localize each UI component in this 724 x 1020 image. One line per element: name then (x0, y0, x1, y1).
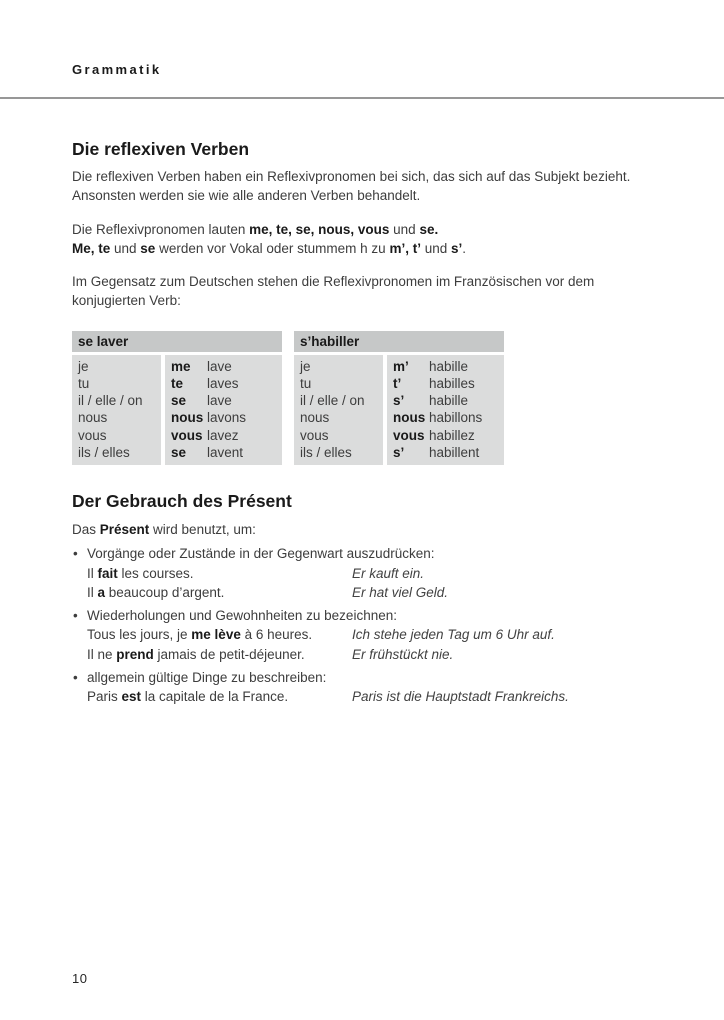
reflexive-pronoun: vous (171, 427, 203, 443)
table-row (393, 427, 504, 444)
conjugation-tables (72, 331, 654, 465)
reflexive-pronoun: vous (393, 427, 425, 443)
table-row (171, 444, 282, 461)
example-german-translation: Paris ist die Hauptstadt Frankreichs. (352, 689, 569, 705)
example-row (87, 625, 654, 644)
page-header-label: Grammatik (72, 62, 162, 77)
bullet-label: allgemein gültige Dinge zu beschreiben: (87, 670, 327, 686)
verb-form: lavent (207, 444, 244, 460)
table-row (393, 409, 504, 426)
reflexive-pronoun: m’ (393, 358, 409, 374)
table-cell: vous (78, 427, 107, 443)
table-row (393, 375, 504, 392)
verb-form: habillent (429, 444, 480, 460)
table-cell: tu (300, 375, 312, 391)
example-row (87, 564, 654, 583)
table-cell: tu (78, 375, 90, 391)
example-row (87, 687, 654, 706)
verb-form: lave (207, 358, 232, 374)
reflexive-pronoun: se (171, 444, 187, 460)
example-row (87, 583, 654, 602)
table-row (171, 427, 282, 444)
table-cell: vous (300, 427, 329, 443)
verb-form: lavons (207, 410, 247, 426)
subject-column (72, 355, 161, 465)
table-se-laver (72, 331, 282, 465)
bullet-icon: • (73, 670, 78, 686)
table-row (171, 358, 282, 375)
reflexive-pronoun: s’ (393, 444, 405, 460)
table-cell: nous (78, 410, 108, 426)
list-item (72, 606, 654, 664)
table-s-habiller (294, 331, 504, 465)
example-row (87, 645, 654, 664)
bullet-label: Wiederholungen und Gewohnheiten zu bezeichnen: (87, 608, 397, 624)
table-cell: il / elle / on (78, 393, 143, 409)
example-german-translation: Er frühstückt nie. (352, 646, 454, 662)
list-item (72, 544, 654, 602)
verb-form: habillons (429, 410, 483, 426)
example-german-translation: Ich stehe jeden Tag um 6 Uhr auf. (352, 627, 555, 643)
section-title-reflexive-verben: Die reflexiven Verben (72, 139, 250, 159)
bullet-label: Vorgänge oder Zustände in der Gegenwart auszudrücken: (87, 546, 435, 562)
reflexive-pronoun: s’ (393, 393, 405, 409)
reflexive-pronoun: te (171, 375, 184, 391)
table-cell: je (300, 358, 311, 374)
bullet-icon: • (73, 546, 78, 562)
list-item (72, 668, 654, 707)
table-cell: ils / elles (300, 444, 352, 460)
reflexive-pronoun: t’ (393, 375, 402, 391)
verb-form: lavez (207, 427, 239, 443)
example-german-translation: Er hat viel Geld. (352, 584, 449, 600)
example-french: Tous les jours, je me lève à 6 heures. (87, 627, 313, 643)
paragraph: Im Gegensatz zum Deutschen stehen die Reflexivpronomen im Französischen vor dem konjugierten Verb: (72, 274, 595, 309)
verb-form: lave (207, 393, 232, 409)
page-number: 10 (72, 971, 88, 986)
verb-form: habilles (429, 375, 475, 391)
table-row (171, 392, 282, 409)
example-french: Il ne prend jamais de petit-déjeuner. (87, 646, 305, 662)
section-title-gebrauch-present: Der Gebrauch des Présent (72, 491, 292, 511)
verb-form: laves (207, 375, 239, 391)
forms-column (387, 355, 504, 465)
table-cell: ils / elles (78, 444, 130, 460)
table-body (72, 355, 282, 465)
table-row (393, 358, 504, 375)
example-french: Il fait les courses. (87, 565, 194, 581)
table-row (171, 375, 282, 392)
table-row (393, 444, 504, 461)
table-body (294, 355, 504, 465)
bullet-icon: • (73, 608, 78, 624)
usage-intro: Das Présent wird benutzt, um: (72, 522, 256, 537)
table-cell: nous (300, 410, 330, 426)
forms-column (165, 355, 282, 465)
table-header: s’habiller (294, 331, 504, 352)
table-row (393, 392, 504, 409)
reflexive-pronoun: nous (171, 410, 204, 426)
example-german-translation: Er kauft ein. (352, 565, 425, 581)
header-rule (0, 97, 724, 99)
reflexive-pronoun: se (171, 393, 187, 409)
bullet-list (72, 544, 654, 706)
page-content (72, 139, 654, 711)
reflexive-pronoun: nous (393, 410, 426, 426)
verb-form: habille (429, 393, 469, 409)
paragraph: Die reflexiven Verben haben ein Reflexivpronomen bei sich, das sich auf das Subjekt bezieht. Ansonsten werden sie wie alle anderen Verben behandelt. (72, 169, 631, 204)
example-french: Paris est la capitale de la France. (87, 689, 289, 705)
table-cell: je (78, 358, 89, 374)
table-row (171, 409, 282, 426)
subject-column (294, 355, 383, 465)
table-cell: il / elle / on (300, 393, 365, 409)
reflexive-pronoun: me (171, 358, 191, 374)
example-french: Il a beaucoup d’argent. (87, 584, 225, 600)
verb-form: habille (429, 358, 469, 374)
paragraph: Die Reflexivpronomen lauten me, te, se, nous, vous und se. Me, te und se werden vor Vokal oder stummem h zu m’, t’ und s’. (72, 221, 467, 256)
verb-form: habillez (429, 427, 475, 443)
table-header: se laver (72, 331, 282, 352)
